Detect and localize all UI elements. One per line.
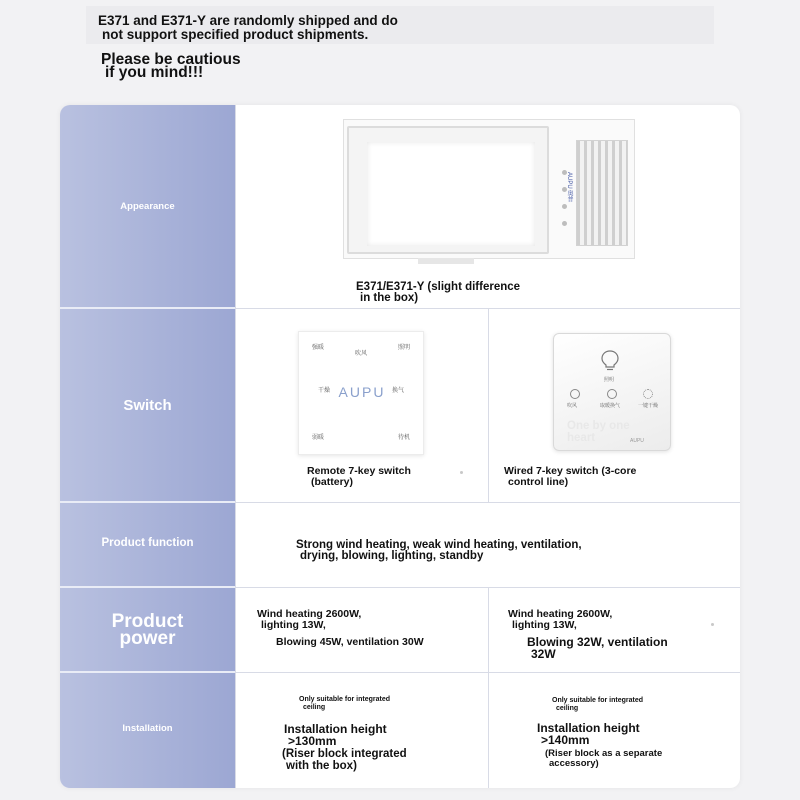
caution-line-1: Please be cautious [101, 51, 241, 68]
column-divider [235, 105, 236, 788]
power-left-line-2: lighting 13W, [261, 619, 326, 631]
sun-icon [643, 389, 653, 399]
power-right-line-3: Blowing 32W, ventilation [527, 635, 668, 649]
row-label-power [60, 587, 235, 672]
remote-key-dry: 干燥 [318, 388, 331, 394]
product-riser-block [418, 258, 474, 264]
heat-vent-icon [607, 389, 617, 399]
overlay-line-1: One by one [567, 420, 630, 432]
remote-caption-line-1: Remote 7-key switch [307, 465, 411, 477]
power-left-line-1: Wind heating 2600W, [257, 608, 362, 620]
install-right-riser-1: (Riser block as a separate [545, 748, 663, 759]
row-label-installation: Installation [122, 722, 173, 734]
wired-key-light: 照明 [604, 377, 615, 383]
product-image [343, 119, 635, 259]
install-right-height-1: Installation height [537, 721, 640, 735]
overlay-line-2: heart [567, 432, 596, 444]
install-left-height-2: >130mm [288, 734, 337, 748]
remote-caption-line-2: (battery) [311, 476, 354, 488]
appearance-caption-line-1: E371/E371-Y (slight difference [356, 281, 521, 293]
row-label-function: Product function [101, 536, 194, 549]
install-left-riser-2: with the box) [286, 760, 357, 772]
spec-table [60, 105, 740, 788]
column-divider [488, 587, 489, 788]
install-right-note-2: ceiling [556, 705, 579, 712]
column-divider [488, 308, 489, 502]
remote-brand-logo: AUPU [338, 384, 386, 400]
bulb-icon [601, 350, 619, 372]
row-label-appearance: Appearance [120, 201, 175, 212]
notice-line-2: not support specified product shipments. [102, 27, 369, 42]
install-left-note-2: ceiling [303, 704, 326, 711]
row-label-switch: Switch [123, 396, 172, 414]
remote-switch-image [298, 331, 424, 455]
install-right-note-1: Only suitable for integrated [552, 697, 644, 704]
wired-brand-mark: AUPU [630, 438, 644, 444]
install-left-note-1: Only suitable for integrated [299, 696, 391, 703]
remote-key-strong-heat: 强暖 [312, 345, 325, 351]
power-right-line-1: Wind heating 2600W, [508, 608, 613, 620]
appearance-caption-line-2: in the box) [360, 292, 419, 304]
product-brand-mark: AUPU 奥普 [566, 172, 572, 203]
remote-key-standby: 待机 [398, 435, 411, 441]
power-label-line-1: Product [111, 610, 184, 632]
wired-overlay-text [567, 420, 630, 444]
product-light-frame [347, 126, 549, 254]
power-right-line-4: 32W [531, 647, 556, 661]
remote-key-weak-heat: 弱暖 [312, 435, 325, 441]
function-line-2: drying, blowing, lighting, standby [300, 550, 484, 562]
remote-key-light: 照明 [398, 345, 411, 351]
wired-caption-line-2: control line) [508, 476, 569, 488]
caution-line-2: if you mind!!! [105, 64, 204, 81]
install-left-riser-1: (Riser block integrated [282, 748, 407, 760]
product-vent-grill [576, 140, 628, 246]
wired-caption-line-1: Wired 7-key switch (3-core [504, 465, 637, 477]
power-right-line-2: lighting 13W, [512, 619, 577, 631]
install-right-height-2: >140mm [541, 733, 590, 747]
decorative-dot [711, 623, 714, 626]
function-line-1: Strong wind heating, weak wind heating, ventilation, [296, 539, 582, 551]
notice-line-1: E371 and E371-Y are randomly shipped and do [98, 13, 398, 28]
power-label-line-2: power [119, 627, 176, 649]
fan-icon [570, 389, 580, 399]
install-left-height-1: Installation height [284, 722, 387, 736]
power-left-line-3: Blowing 45W, ventilation 30W [276, 636, 424, 648]
remote-key-blow: 吹风 [355, 351, 368, 357]
wired-key-heat-vent: 取暖换气 [600, 403, 621, 409]
product-light-panel [367, 142, 535, 246]
wired-key-blow: 吹风 [567, 403, 578, 409]
install-right-riser-2: accessory) [549, 758, 599, 769]
decorative-dot [460, 471, 463, 474]
wired-key-dry: 一键干燥 [638, 403, 659, 409]
remote-key-ventilate: 换气 [392, 388, 405, 394]
